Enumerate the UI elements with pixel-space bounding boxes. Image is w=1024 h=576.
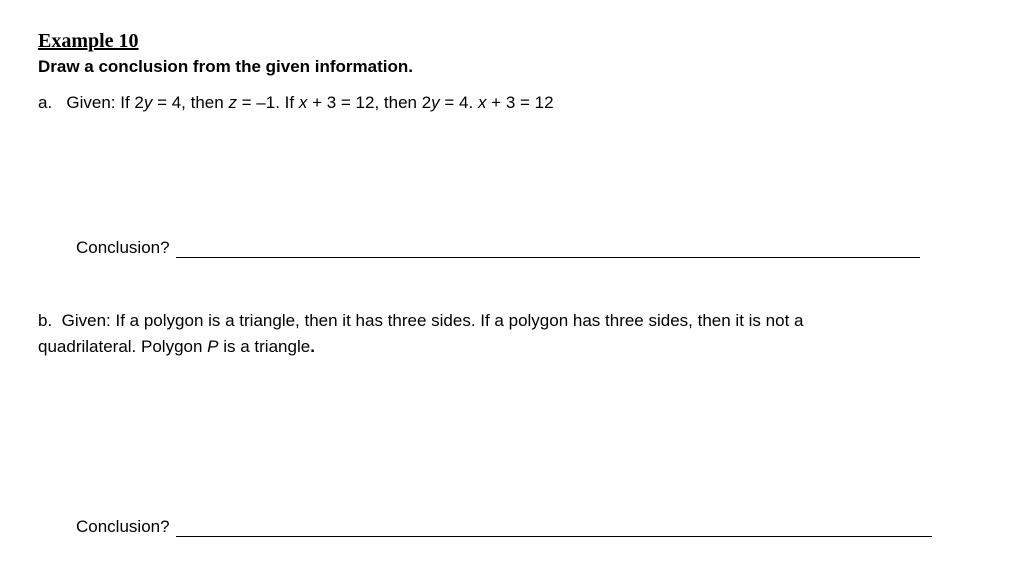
part-a-text: + 3 = 12: [486, 93, 554, 112]
part-a-text: = 4.: [439, 93, 478, 112]
instruction-text: Draw a conclusion from the given information.: [38, 57, 413, 76]
conclusion-b: [76, 517, 932, 537]
part-b-text: is a triangle: [218, 337, 311, 356]
part-b-label: b.: [38, 311, 53, 330]
var-z: z: [228, 93, 237, 112]
part-b-text: Given: If a polygon is a triangle, then it has three sides. If a polygon has three sides, then it is not a: [61, 311, 804, 330]
part-a-given: [38, 93, 554, 113]
var-x: x: [477, 93, 487, 112]
part-a-text: Given: If 2: [66, 93, 144, 112]
part-a-label: a.: [38, 93, 53, 112]
example-title: Example 10: [38, 30, 139, 52]
var-y: y: [431, 93, 440, 112]
part-b-given-line1: [38, 311, 803, 331]
var-x: x: [298, 93, 308, 112]
part-b-text: quadrilateral. Polygon: [38, 337, 208, 356]
conclusion-a: [76, 238, 920, 258]
part-a-text: + 3 = 12, then 2: [307, 93, 432, 112]
var-y: y: [143, 93, 153, 112]
conclusion-a-label: Conclusion?: [76, 238, 170, 257]
part-b-given-line2: [38, 337, 315, 357]
part-a-text: = –1. If: [236, 93, 299, 112]
conclusion-b-answer-blank[interactable]: [176, 522, 932, 537]
conclusion-a-answer-blank[interactable]: [176, 243, 920, 258]
part-b-period: .: [310, 337, 315, 356]
conclusion-b-label: Conclusion?: [76, 517, 170, 536]
part-a-text: = 4, then: [152, 93, 229, 112]
var-p: P: [207, 337, 219, 356]
